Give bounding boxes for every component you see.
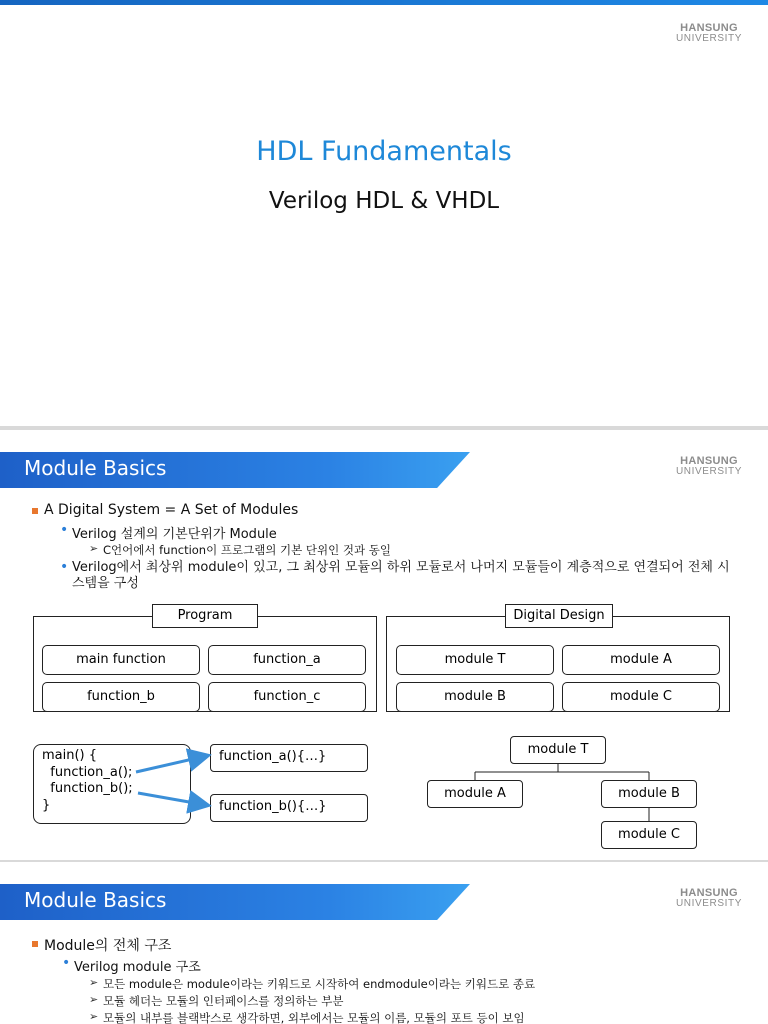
arrow-bullet-icon: ➢ <box>89 976 99 989</box>
tree-lines <box>475 764 649 821</box>
diagram-connectors <box>0 430 768 860</box>
program-item: function_b <box>42 682 200 712</box>
arrow-bullet-icon: ➢ <box>89 1010 99 1023</box>
function-a-box: function_a(){…} <box>210 744 368 772</box>
bullet-level1: Module의 전체 구조 <box>44 935 171 955</box>
program-item: function_a <box>208 645 366 675</box>
digital-item: module B <box>396 682 554 712</box>
function-b-box: function_b(){…} <box>210 794 368 822</box>
logo-line1: HANSUNG <box>680 887 738 899</box>
bullet-level3 <box>89 993 344 1009</box>
bullet-level3 <box>89 976 536 992</box>
logo-line1: HANSUNG <box>680 455 738 467</box>
slide-title <box>0 0 768 426</box>
digital-item: module C <box>562 682 720 712</box>
bullet-level2: • Verilog module 구조 <box>74 956 201 975</box>
program-item: function_c <box>208 682 366 712</box>
program-label: Program <box>152 604 258 628</box>
tree-module-b: module B <box>601 780 697 808</box>
tree-root-module: module T <box>510 736 606 764</box>
arrow-bullet-icon: ➢ <box>89 542 99 555</box>
slide-header-title: Module Basics <box>24 888 167 912</box>
logo-line2: UNIVERSITY <box>675 33 742 44</box>
page-title: HDL Fundamentals <box>256 136 512 167</box>
bullet-level3-text: 모듈 헤더는 모듈의 인터페이스를 정의하는 부분 <box>103 994 344 1008</box>
logo-line2: UNIVERSITY <box>675 466 742 477</box>
bullet-level1: A Digital System = A Set of Modules <box>44 502 299 518</box>
logo-line2: UNIVERSITY <box>675 898 742 909</box>
university-logo <box>676 888 742 909</box>
bullet-level3-text: 모든 module은 module이라는 키워드로 시작하여 endmodule이라는 키워드로 종료 <box>103 977 536 991</box>
bullet-level2: • Verilog 설계의 기본단위가 Module <box>72 523 277 542</box>
university-logo <box>676 23 742 44</box>
bullet-level3 <box>89 1010 525 1024</box>
logo-line1: HANSUNG <box>680 22 738 34</box>
slide-module-basics-2 <box>0 862 768 1024</box>
bullet-level3-text: 모듈의 내부를 블랙박스로 생각하면, 외부에서는 모듈의 이름, 모듈의 포트 등이 보임 <box>103 1011 525 1024</box>
bullet-level2: • Verilog에서 최상위 module이 있고, 그 최상위 모듈의 하위 모듈로서 나머지 모듈들이 계층적으로 연결되어 전체 시스템을 구성 <box>72 560 742 591</box>
slide-module-basics-1 <box>0 430 768 860</box>
arrow-bullet-icon: ➢ <box>89 993 99 1006</box>
bullet-level3-text: C언어에서 function이 프로그램의 기본 단위인 것과 동일 <box>103 543 392 557</box>
code-block-main: main() { function_a(); function_b(); } <box>33 744 191 824</box>
arrow-to-function-b <box>138 793 206 805</box>
slide-header-title: Module Basics <box>24 456 167 480</box>
digital-item: module A <box>562 645 720 675</box>
page-subtitle: Verilog HDL & VHDL <box>268 188 500 214</box>
tree-module-c: module C <box>601 821 697 849</box>
digital-design-label: Digital Design <box>505 604 613 628</box>
program-item: main function <box>42 645 200 675</box>
digital-item: module T <box>396 645 554 675</box>
arrow-to-function-a <box>136 756 206 772</box>
tree-module-a: module A <box>427 780 523 808</box>
top-accent-bar <box>0 0 768 5</box>
